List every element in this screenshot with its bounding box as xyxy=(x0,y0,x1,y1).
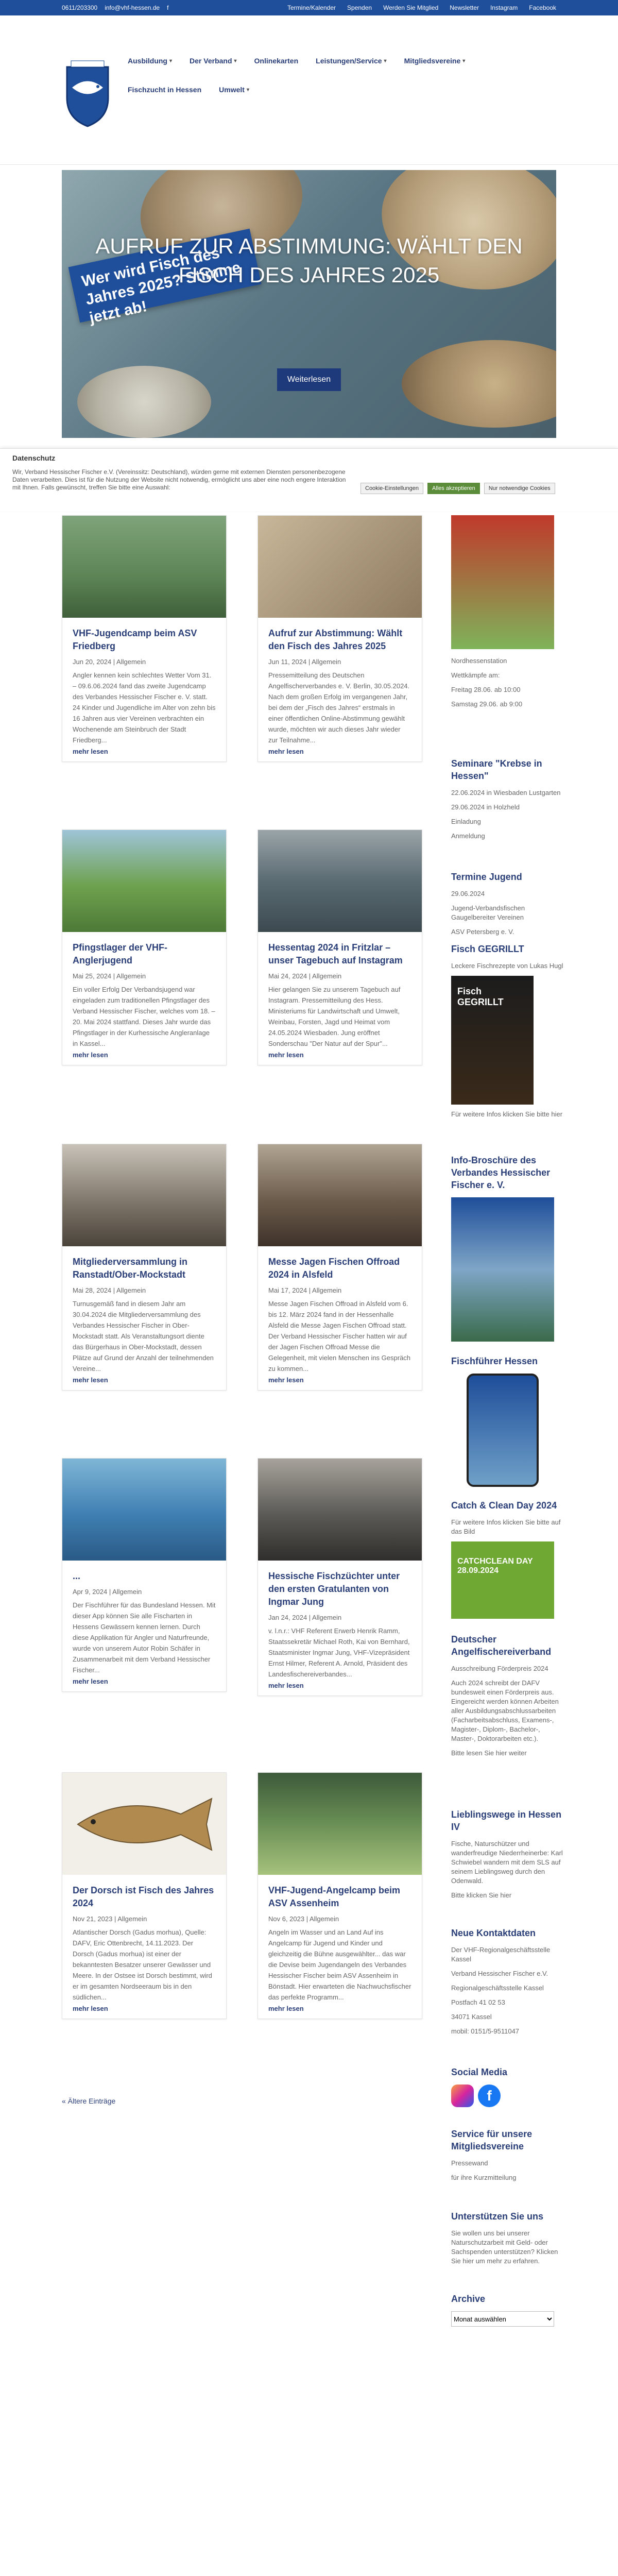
post-card xyxy=(62,515,227,762)
top-bar xyxy=(0,0,618,15)
archive-widget xyxy=(451,2293,564,2327)
post-excerpt: Angeln im Wasser und an Land Auf ins Angelcamp für Jugend und Kinder und gleichzeitig die Bühne ausgewählter... das war die Devise beim Jugendangeln des Verbandes Hessischer Fischer beim ASV Assenheim in Bönstadt. Hier erwarteten die Nachwuchsfischer das perfekte Programm... xyxy=(268,1928,411,2001)
post-title[interactable]: VHF-Jugendcamp beim ASV Friedberg xyxy=(73,628,197,651)
widget-text: Fische, Naturschützer und wanderfreudige Niederrheinerbe: Karl Schwiebel wandern mit dem SLS auf seinem Lieblingsweg durch den Odenwald. xyxy=(451,1840,563,1885)
fisch-gegrillt-widget xyxy=(451,943,564,1124)
brochure-image[interactable] xyxy=(451,1197,554,1342)
post-excerpt: Atlantischer Dorsch (Gadus morhua), Quelle: DAFV, Eric Ottenbrecht, 14.11.2023. Der Dorsch (Gadus morhua) ist einer der bekanntesten Besatzer unserer Gewässer und Meere. In der Ostsee ist Dorsch bestimmt, wird er im gesamten Nordseeraum bis in den südlichen... xyxy=(73,1928,212,2001)
youth-events-widget xyxy=(451,871,564,942)
post-excerpt: v. l.n.r.: VHF Referent Erwerb Henrik Ramm, Staatssekretär Michael Roth, Kai von Bernhard, Staatsminister Ingmar Jung, VHF-Vizepräsident Ernst Hilmer, Referent A. Arnold, Präsident des Landesfischereiverbandes... xyxy=(268,1627,410,1678)
post-meta: Mai 28, 2024 | Allgemein xyxy=(73,1286,146,1294)
post-card xyxy=(258,515,422,762)
post-card xyxy=(62,1772,227,2019)
brochure-widget xyxy=(451,1154,564,1342)
hero-slider xyxy=(62,170,556,438)
seminar-date: 22.06.2024 in Wiesbaden Lustgarten xyxy=(451,789,561,796)
read-more-link[interactable]: mehr lesen xyxy=(73,748,108,755)
chevron-down-icon: ▾ xyxy=(462,58,466,64)
fischfuehrer-widget xyxy=(451,1355,564,1487)
post-excerpt: Ein voller Erfolg Der Verbandsjugend war eingeladen zum traditionellen Pfingstlager des Verband Hessischer Fischer, welches vom 18. – 20. Mai 2024 stattfand. Dieses Jahr wurde das Pfingstlager in der Kurhessische Angleranlage in Kassel... xyxy=(73,986,215,1047)
post-meta: Apr 9, 2024 | Allgemein xyxy=(73,1588,142,1596)
post-meta: Nov 21, 2023 | Allgemein xyxy=(73,1915,147,1923)
post-meta: Mai 17, 2024 | Allgemein xyxy=(268,1286,342,1294)
topbar-link-termine[interactable]: Termine/Kalender xyxy=(287,4,336,11)
poster-line: Samstag 29.06. ab 9:00 xyxy=(451,700,523,708)
event-poster-image[interactable] xyxy=(451,515,554,649)
post-title[interactable]: VHF-Jugend-Angelcamp beim ASV Assenheim xyxy=(268,1885,401,1908)
post-title[interactable]: ... xyxy=(73,1571,81,1581)
nav-ausbildung[interactable]: Ausbildung ▾ xyxy=(128,57,173,65)
email-label[interactable]: info@vhf-hessen.de xyxy=(105,4,160,11)
dafv-widget xyxy=(451,1633,564,1763)
post-meta: Jun 20, 2024 | Allgemein xyxy=(73,658,146,666)
post-image[interactable] xyxy=(258,1773,422,1875)
contact-line: mobil: 0151/5-9511047 xyxy=(451,2027,520,2035)
post-excerpt: Pressemitteilung des Deutschen Angelfischerverbandes e. V. Berlin, 30.05.2024. Nach dem großen Erfolg im vergangenen Jahr, bei dem der „Fisch des Jahres“ erstmals in einer öffentlichen Online-Abstimmung gewählt wurde, möchten wir auch dieses Jahr wieder zur Teilnahme... xyxy=(268,671,410,744)
widget-title: Social Media xyxy=(451,2067,508,2077)
click-here-link[interactable]: Bitte klicken Sie hier xyxy=(451,1891,512,1899)
poster-line: Nordhessenstation xyxy=(451,657,507,665)
book-title: Fisch GEGRILLT xyxy=(457,986,504,1007)
read-more-link[interactable]: mehr lesen xyxy=(73,1376,108,1384)
poster-line: Freitag 28.06. ab 10:00 xyxy=(451,686,521,693)
post-title[interactable]: Messe Jagen Fischen Offroad 2024 in Alsfeld xyxy=(268,1257,400,1280)
widget-text: Ausschreibung Förderpreis 2024 xyxy=(451,1665,548,1672)
nav-onlinekarten[interactable]: Onlinekarten xyxy=(254,57,299,65)
cookie-necessary-only-button[interactable]: Nur notwendige Cookies xyxy=(484,483,555,494)
vote-banner: Wer wird Fisch des Jahres 2025? Stimme jetzt ab! xyxy=(68,229,261,323)
widget-title: Lieblingswege in Hessen IV xyxy=(451,1809,562,1832)
widget-text: für ihre Kurzmitteilung xyxy=(451,2174,517,2181)
chevron-down-icon: ▾ xyxy=(234,58,237,64)
post-title[interactable]: Mitgliederversammlung in Ranstadt/Ober-Mockstadt xyxy=(73,1257,188,1280)
read-more-link[interactable]: Bitte lesen Sie hier weiter xyxy=(451,1749,527,1757)
post-card xyxy=(62,829,227,1065)
smartphone-app-image[interactable] xyxy=(467,1374,539,1487)
registration-link[interactable]: Anmeldung xyxy=(451,832,485,840)
read-more-link[interactable]: mehr lesen xyxy=(268,1051,304,1059)
read-more-link[interactable]: mehr lesen xyxy=(268,1376,304,1384)
post-meta: Jan 24, 2024 | Allgemein xyxy=(268,1614,342,1621)
post-card xyxy=(258,829,422,1065)
support-widget xyxy=(451,2210,564,2271)
nav-mitgliedsvereine[interactable]: Mitgliedsvereine ▾ xyxy=(404,57,466,65)
facebook-icon[interactable]: f xyxy=(167,4,169,11)
widget-title: Termine Jugend xyxy=(451,872,522,882)
nav-leistungen-service[interactable]: Leistungen/Service ▾ xyxy=(316,57,387,65)
cookie-settings-button[interactable]: Cookie-Einstellungen xyxy=(360,483,423,494)
post-image[interactable] xyxy=(62,516,226,618)
lieblingswege-widget xyxy=(451,1808,564,1905)
flatfish-image xyxy=(77,366,211,438)
read-more-link[interactable]: mehr lesen xyxy=(73,1677,108,1685)
post-excerpt: Hier gelangen Sie zu unserem Tagebuch auf Instagram. Pressemitteilung des Hess. Ministeriums für Landwirtschaft und Umwelt, Weinbau, Forsten, Jagd und Heimat vom 24.05.2024 Wiesbaden. Jung eröffnet Sonderschau "Der Natur auf der Spur"... xyxy=(268,986,401,1047)
post-meta: Mai 25, 2024 | Allgemein xyxy=(73,972,146,980)
post-title[interactable]: Der Dorsch ist Fisch des Jahres 2024 xyxy=(73,1885,214,1908)
poster-line: Wettkämpfe am: xyxy=(451,671,500,679)
post-image[interactable] xyxy=(62,1459,226,1561)
contact-line: Postfach 41 02 53 xyxy=(451,1998,505,2006)
press-wall-link[interactable]: Pressewand xyxy=(451,2159,488,2167)
read-more-link[interactable]: mehr lesen xyxy=(268,1682,304,1689)
widget-title: Info-Broschüre des Verbandes Hessischer Fischer e. V. xyxy=(451,1155,551,1190)
topbar-link-instagram[interactable]: Instagram xyxy=(490,4,518,11)
widget-text: Für weitere Infos klicken Sie bitte auf das Bild xyxy=(451,1518,561,1535)
hero-read-more-button[interactable]: Weiterlesen xyxy=(277,368,341,391)
read-more-link[interactable]: mehr lesen xyxy=(268,2005,304,2012)
book-cover-image[interactable] xyxy=(451,976,534,1105)
chevron-down-icon: ▾ xyxy=(246,87,249,93)
widget-title: Archive xyxy=(451,2294,486,2304)
post-meta: Nov 6, 2023 | Allgemein xyxy=(268,1915,339,1923)
post-title[interactable]: Pfingstlager der VHF-Anglerjugend xyxy=(73,942,168,965)
contact-line: Verband Hessischer Fischer e.V. xyxy=(451,1970,548,1977)
widget-text[interactable]: Sie wollen uns bei unserer Naturschutzarbeit mit Geld- oder Sachspenden unterstützen? Klicken Sie hier um mehr zu erfahren. xyxy=(451,2229,558,2265)
widget-text: Auch 2024 schreibt der DAFV bundesweit einen Förderpreis aus. Eingereicht werden können Arbeiten aller Ausbildungsabschlussarbeiten (Facharbeitsabschluss, Examens-, Magister-, Diplom-, Bachelor-, Master-, Doktorarbeiten etc.). xyxy=(451,1679,559,1742)
poster-widget xyxy=(451,515,564,714)
service-widget xyxy=(451,2128,564,2188)
widget-title: Fisch GEGRILLT xyxy=(451,944,524,954)
cod-fish-icon xyxy=(62,1773,226,1875)
contact-widget xyxy=(451,1927,564,2041)
nav-umwelt[interactable]: Umwelt ▾ xyxy=(219,86,249,94)
cookie-accept-all-button[interactable]: Alles akzeptieren xyxy=(427,483,480,494)
invitation-link[interactable]: Einladung xyxy=(451,818,481,825)
read-more-link[interactable]: mehr lesen xyxy=(73,1051,108,1059)
widget-title: Deutscher Angelfischereiverband xyxy=(451,1634,552,1657)
instagram-icon[interactable] xyxy=(451,2084,474,2107)
post-image[interactable] xyxy=(258,1144,422,1246)
seminar-widget xyxy=(451,757,564,846)
post-title[interactable]: Hessische Fischzüchter unter den ersten Gratulanten von Ingmar Jung xyxy=(268,1571,400,1607)
post-image[interactable] xyxy=(258,516,422,618)
cookie-title: Datenschutz xyxy=(12,454,56,462)
nav-fischzucht[interactable]: Fischzucht in Hessen xyxy=(128,86,202,94)
event-line: ASV Petersberg e. V. xyxy=(451,928,514,936)
contact-line: Der VHF-Regionalgeschäftsstelle Kassel xyxy=(451,1946,551,1963)
widget-title: Unterstützen Sie uns xyxy=(451,2211,544,2222)
post-title[interactable]: Aufruf zur Abstimmung: Wählt den Fisch des Jahres 2025 xyxy=(268,628,403,651)
main-navigation xyxy=(128,57,509,114)
post-title[interactable]: Hessentag 2024 in Fritzlar – unser Tagebuch auf Instagram xyxy=(268,942,403,965)
post-image[interactable] xyxy=(62,830,226,932)
chevron-down-icon: ▾ xyxy=(169,58,173,64)
post-card xyxy=(62,1144,227,1391)
widget-title: Seminare "Krebse in Hessen" xyxy=(451,758,542,781)
post-card xyxy=(258,1772,422,2019)
contact-line: 34071 Kassel xyxy=(451,2013,492,2021)
archive-month-select[interactable] xyxy=(451,2311,554,2327)
catchclean-badge[interactable] xyxy=(451,1541,554,1619)
topbar-link-mitglied[interactable]: Werden Sie Mitglied xyxy=(383,4,439,11)
header xyxy=(0,15,618,165)
read-more-link[interactable]: mehr lesen xyxy=(268,748,304,755)
post-excerpt: Angler kennen kein schlechtes Wetter Vom 31. – 09.6.06.2024 fand das zweite Jugendcamp des Verbandes Hessischer Fischer e. V. statt. 24 Kinder und Jugendliche im Alter von zehn bis 16 Jahren aus vier Vereinen verbrachten ein Wochenende am Steinbruch der Stadt Friedberg... xyxy=(73,671,216,744)
post-image[interactable] xyxy=(258,830,422,932)
phone-label[interactable]: 0611/203300 xyxy=(62,4,98,11)
post-image[interactable] xyxy=(62,1144,226,1246)
post-image[interactable] xyxy=(62,1773,226,1875)
post-meta: Jun 11, 2024 | Allgemein xyxy=(268,658,341,666)
seminar-date: 29.06.2024 in Holzheld xyxy=(451,803,520,811)
widget-title: Fischführer Hessen xyxy=(451,1356,538,1366)
event-date: 29.06.2024 xyxy=(451,890,485,897)
post-excerpt: Messe Jagen Fischen Offroad in Alsfeld vom 6. bis 12. März 2024 fand in der Hessenhalle Alsfeld die Messe Jagen Fischen Offroad statt. Der Verband Hessischer Fischer hatten wir auf der Jagen Fischen Offroad Messe die Gelegenheit, mit vielen Menschen ins Gespräch zu kommen... xyxy=(268,1300,411,1372)
more-info-link[interactable]: Für weitere Infos klicken Sie bitte hier xyxy=(451,1110,563,1118)
badge-text: CATCHCLEAN DAY 28.09.2024 xyxy=(457,1557,533,1575)
read-more-link[interactable]: mehr lesen xyxy=(73,2005,108,2012)
widget-title: Service für unsere Mitgliedsvereine xyxy=(451,2129,533,2151)
post-card xyxy=(258,1144,422,1391)
nav-der-verband[interactable]: Der Verband ▾ xyxy=(190,57,237,65)
facebook-icon[interactable]: f xyxy=(478,2084,501,2107)
widget-text: Leckere Fischrezepte von Lukas Hugl xyxy=(451,962,563,970)
cookie-text: Wir, Verband Hessischer Fischer e.V. (Vereinssitz: Deutschland), würden gerne mit externen Diensten personenbezogene Daten verarbeiten. Dies ist für die Nutzung der Website nicht notwendig, ermöglicht uns aber eine noch engere Interaktion mit Ihnen. Falls gewünscht, treffen Sie bitte eine Auswahl: xyxy=(12,468,346,491)
cookie-consent-bar xyxy=(0,448,618,511)
post-card xyxy=(258,1458,422,1696)
topbar-link-spenden[interactable]: Spenden xyxy=(347,4,372,11)
widget-title: Catch & Clean Day 2024 xyxy=(451,1500,557,1511)
post-excerpt: Der Fischführer für das Bundesland Hessen. Mit dieser App können Sie alle Fischarten in Hessens Gewässern kennen lernen. Durch diese Applikation für Angler und Naturfreunde, wurde von unserem Autor Robin Schäfer in Zusammenarbeit mit dem Verband Hessischer Fischer... xyxy=(73,1601,216,1674)
chevron-down-icon: ▾ xyxy=(384,58,387,64)
catch-clean-widget xyxy=(451,1499,564,1619)
contact-line: Regionalgeschäftsstelle Kassel xyxy=(451,1984,544,1992)
post-meta: Mai 24, 2024 | Allgemein xyxy=(268,972,342,980)
site-logo[interactable] xyxy=(62,57,113,129)
topbar-link-facebook[interactable]: Facebook xyxy=(529,4,556,11)
post-image[interactable] xyxy=(258,1459,422,1561)
social-media-widget xyxy=(451,2066,564,2107)
post-card xyxy=(62,1458,227,1692)
post-excerpt: Turnusgemäß fand in diesem Jahr am 30.04.2024 die Mitgliederversammlung des Verbandes Hessischer Fischer in Ober-Mockstadt statt. Als Veranstaltungsort diente das Bürgerhaus in Ober-Mockstadt, dessen Plätze auf Grund der Anzahl der teilnehmenden Vereine... xyxy=(73,1300,214,1372)
widget-title: Neue Kontaktdaten xyxy=(451,1928,536,1938)
hero-title: AUFRUF ZUR ABSTIMMUNG: WÄHLT DEN FISCH DES JAHRES 2025 xyxy=(95,234,523,287)
event-line: Jugend-Verbandsfischen Gaugelbereiter Vereinen xyxy=(451,904,525,921)
topbar-link-newsletter[interactable]: Newsletter xyxy=(450,4,479,11)
older-entries-link[interactable]: « Ältere Einträge xyxy=(62,2097,116,2105)
